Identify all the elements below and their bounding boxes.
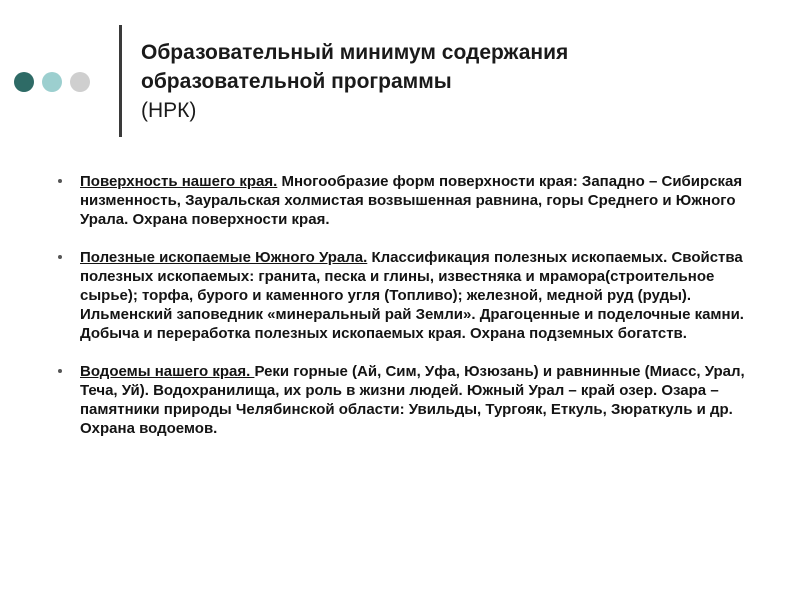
title-line-1: Образовательный минимум содержания bbox=[141, 41, 569, 64]
item-heading: Водоемы нашего края. bbox=[80, 363, 255, 380]
decorative-dots bbox=[14, 72, 90, 92]
item-text: Реки горные (Ай, Сим, Уфа, Юзюзань) и равнинные (Миасс, Урал, Теча, Уй). Водохранилища, их роль в жизни людей. Южный Урал – край озер. Озара – памятники природы Челябинской области: Увильды, Тургояк, Еткуль, Зюраткуль и др. Охрана водоемов. bbox=[80, 363, 745, 437]
item-text: Многообразие форм поверхности края: Западно – Сибирская низменность, Зауральская холмистая возвышенная равнина, горы Среднего и Южного Урала. Охрана поверхности края. bbox=[80, 173, 743, 228]
item-heading: Полезные ископаемые Южного Урала. bbox=[80, 249, 368, 266]
dot-gray-icon bbox=[70, 72, 90, 92]
item-heading: Поверхность нашего края. bbox=[80, 173, 278, 190]
item-text: Классификация полезных ископаемых. Свойства полезных ископаемых: гранита, песка и глины, известняка и мрамора(строительное сырье); торфа, бурого и каменного угля (Топливо); железной, медной руд (руды). Ильменский заповедник «минеральный рай Земли». Драгоценные и поделочные камни. Добыча и переработка полезных ископаемых края. Охрана подземных богатств. bbox=[80, 249, 744, 342]
title-line-3: (НРК) bbox=[141, 99, 197, 122]
list-item bbox=[58, 172, 748, 229]
dot-dark-teal-icon bbox=[14, 72, 34, 92]
bullet-icon bbox=[58, 179, 62, 183]
list-item bbox=[58, 362, 748, 438]
bullet-icon bbox=[58, 255, 62, 259]
title-line-2: образовательной программы bbox=[141, 70, 452, 93]
bullet-icon bbox=[58, 369, 62, 373]
bullet-list bbox=[58, 172, 748, 457]
slide-title bbox=[141, 38, 761, 125]
dot-light-teal-icon bbox=[42, 72, 62, 92]
title-divider bbox=[119, 25, 122, 137]
list-item bbox=[58, 248, 748, 343]
